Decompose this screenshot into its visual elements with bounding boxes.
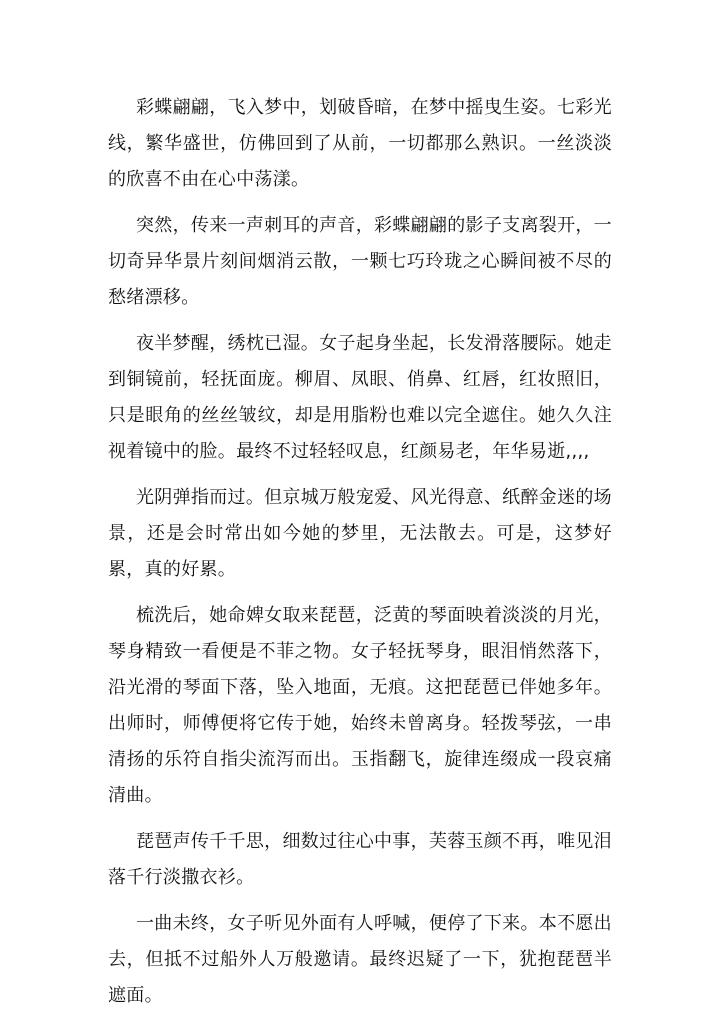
document-page bbox=[108, 90, 612, 1024]
paragraph-3: 夜半梦醒，绣枕已湿。女子起身坐起，长发滑落腰际。她走到铜镜前，轻抚面庞。柳眉、凤眼、俏鼻、红唇，红妆照旧，只是眼角的丝丝皱纹，却是用脂粉也难以完全遮住。她久久注视着镜中的脸。最终不过轻轻叹息，红颜易老，年华易逝,,,, bbox=[108, 333, 612, 462]
paragraph-2: 突然，传来一声刺耳的声音，彩蝶翩翩的影子支离裂开，一切奇异华景片刻间烟消云散，一颗七巧玲珑之心瞬间被不尽的愁绪漂移。 bbox=[108, 215, 612, 308]
paragraph-6: 琵琶声传千千思，细数过往心中事，芙蓉玉颜不再，唯见泪落千行淡撒衣衫。 bbox=[108, 831, 612, 888]
paragraph-4: 光阴弹指而过。但京城万般宠爱、风光得意、纸醉金迷的场景，还是会时常出如今她的梦里，无法散去。可是，这梦好累，真的好累。 bbox=[108, 487, 612, 580]
paragraph-1: 彩蝶翩翩，飞入梦中，划破昏暗，在梦中摇曳生姿。七彩光线，繁华盛世，仿佛回到了从前，一切都那么熟识。一丝淡淡的欣喜不由在心中荡漾。 bbox=[108, 97, 612, 190]
paragraph-7: 一曲未终，女子听见外面有人呼喊，便停了下来。本不愿出去，但抵不过船外人万般邀请。最终迟疑了一下，犹抱琵琶半遮面。 bbox=[108, 913, 612, 1006]
paragraph-5: 梳洗后，她命婢女取来琵琶，泛黄的琴面映着淡淡的月光，琴身精致一看便是不菲之物。女子轻抚琴身，眼泪悄然落下，沿光滑的琴面下落，坠入地面，无痕。这把琵琶已伴她多年。出师时，师傅便将它传于她，始终未曾离身。轻拨琴弦，一串清扬的乐符自指尖流泻而出。玉指翻飞，旋律连缀成一段哀痛清曲。 bbox=[108, 605, 612, 806]
